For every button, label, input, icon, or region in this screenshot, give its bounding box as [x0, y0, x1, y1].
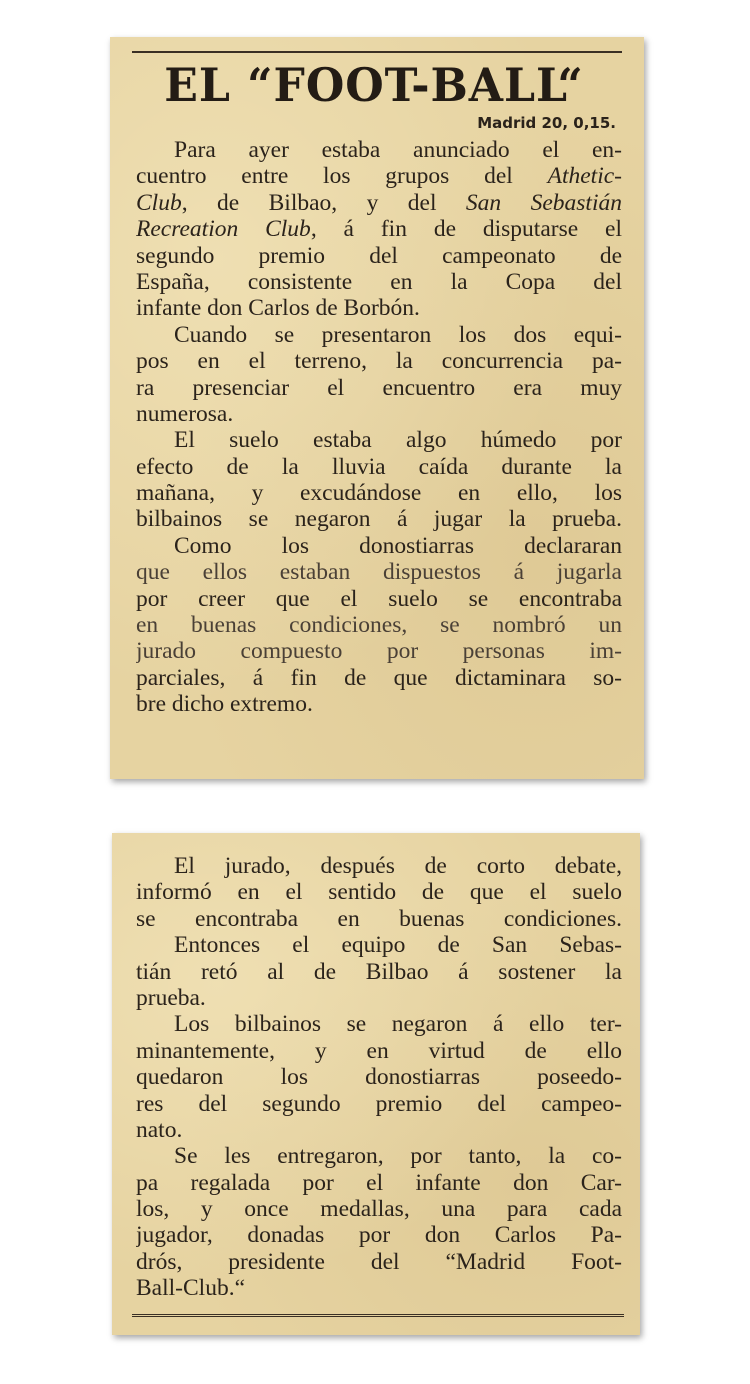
- text-segment: El jurado, después de corto debate,: [174, 853, 622, 879]
- text-segment: bre dicho extremo.: [136, 691, 313, 718]
- top-rule: [132, 51, 622, 53]
- text-segment: parciales, á fin de que dictaminara so-: [136, 664, 622, 691]
- text-line: [136, 322, 622, 348]
- text-segment: segundo premio del campeonato de: [136, 242, 622, 269]
- text-line: [136, 691, 622, 717]
- italic-text: San Sebastián: [465, 189, 622, 216]
- text-segment: Como los donostiarras declararan: [174, 532, 622, 559]
- text-segment: informó en el sentido de que el suelo: [136, 879, 622, 906]
- text-line: [136, 612, 622, 638]
- text-segment: quedaron los donostiarras poseedo-: [136, 1064, 622, 1091]
- text-segment: se encontraba en buenas condiciones.: [136, 905, 622, 932]
- text-line: [136, 137, 622, 163]
- text-line: [136, 163, 622, 189]
- text-line: [136, 216, 622, 242]
- text-line: [136, 853, 622, 879]
- text-line: [136, 932, 622, 958]
- text-segment: en buenas condiciones, se nombró un: [136, 612, 622, 639]
- italic-text: Club: [136, 189, 182, 216]
- text-segment: jurado compuesto por personas im-: [136, 638, 622, 665]
- text-line: [136, 906, 622, 932]
- text-line: [136, 1064, 622, 1090]
- text-line: [136, 665, 622, 691]
- text-segment: nato.: [136, 1116, 183, 1143]
- headline: EL “FOOT-BALL“: [164, 58, 584, 112]
- text-segment: numerosa.: [136, 400, 234, 427]
- text-segment: infante don Carlos de Borbón.: [136, 295, 420, 322]
- text-line: [136, 1011, 622, 1037]
- text-line: [136, 375, 622, 401]
- text-line: [136, 401, 622, 427]
- text-line: [136, 1222, 622, 1248]
- newspaper-clipping-bottom: [112, 833, 640, 1335]
- text-line: [136, 454, 622, 480]
- text-segment: jugador, donadas por don Carlos Pa-: [136, 1222, 622, 1249]
- text-line: [136, 1170, 622, 1196]
- text-segment: ra presenciar el encuentro era muy: [136, 374, 622, 401]
- text-line: [136, 1117, 622, 1143]
- text-segment: cuentro entre los grupos del: [136, 163, 548, 190]
- text-line: [136, 1143, 622, 1169]
- text-segment: Entonces el equipo de San Sebas-: [174, 932, 622, 959]
- article-body-part-1: [136, 137, 622, 718]
- dateline: Madrid 20, 0,15.: [477, 114, 616, 132]
- newspaper-clipping-top: [110, 37, 644, 779]
- text-segment: drós, presidente del “Madrid Foot-: [136, 1248, 622, 1275]
- text-line: [136, 1249, 622, 1275]
- text-segment: res del segundo premio del campeo-: [136, 1090, 622, 1117]
- text-segment: Los bilbainos se negaron á ello ter-: [174, 1011, 622, 1038]
- bottom-rule: [132, 1314, 624, 1317]
- text-segment: Se les entregaron, por tanto, la co-: [174, 1143, 622, 1170]
- text-line: [136, 243, 622, 269]
- text-line: [136, 586, 622, 612]
- text-line: [136, 1091, 622, 1117]
- text-segment: , á fin de disputarse el: [310, 216, 622, 243]
- text-line: [136, 559, 622, 585]
- text-segment: minantemente, y en virtud de ello: [136, 1037, 622, 1064]
- text-line: [136, 985, 622, 1011]
- italic-text: Athetic-: [547, 163, 622, 190]
- text-segment: , de Bilbao, y del: [181, 189, 466, 216]
- text-segment: bilbainos se negaron á jugar la prueba.: [136, 506, 622, 533]
- text-line: [136, 506, 622, 532]
- text-line: [136, 638, 622, 664]
- text-line: [136, 959, 622, 985]
- article-body-part-2: [136, 853, 622, 1302]
- text-line: [136, 295, 622, 321]
- text-segment: Ball-Club.“: [136, 1275, 245, 1302]
- text-segment: Para ayer estaba anunciado el en-: [174, 137, 622, 163]
- italic-text: Recreation Club: [136, 216, 311, 243]
- text-segment: El suelo estaba algo húmedo por: [174, 427, 622, 454]
- text-segment: efecto de la lluvia caída durante la: [136, 453, 622, 480]
- text-line: [136, 879, 622, 905]
- text-line: [136, 269, 622, 295]
- text-segment: tián retó al de Bilbao á sostener la: [136, 958, 622, 985]
- text-line: [136, 427, 622, 453]
- text-segment: Cuando se presentaron los dos equi-: [174, 321, 622, 348]
- text-segment: mañana, y excudándose en ello, los: [136, 480, 622, 507]
- text-segment: pa regalada por el infante don Car-: [136, 1169, 622, 1196]
- text-line: [136, 1196, 622, 1222]
- text-line: [136, 1038, 622, 1064]
- text-line: [136, 1275, 622, 1301]
- text-line: [136, 480, 622, 506]
- text-segment: pos en el terreno, la concurrencia pa-: [136, 348, 622, 375]
- text-segment: por creer que el suelo se encontraba: [136, 585, 622, 612]
- text-segment: que ellos estaban dispuestos á jugarla: [136, 559, 622, 586]
- text-line: [136, 348, 622, 374]
- text-segment: los, y once medallas, una para cada: [136, 1196, 622, 1223]
- text-line: [136, 190, 622, 216]
- text-segment: España, consistente en la Copa del: [136, 268, 622, 295]
- text-line: [136, 533, 622, 559]
- text-segment: prueba.: [136, 984, 206, 1011]
